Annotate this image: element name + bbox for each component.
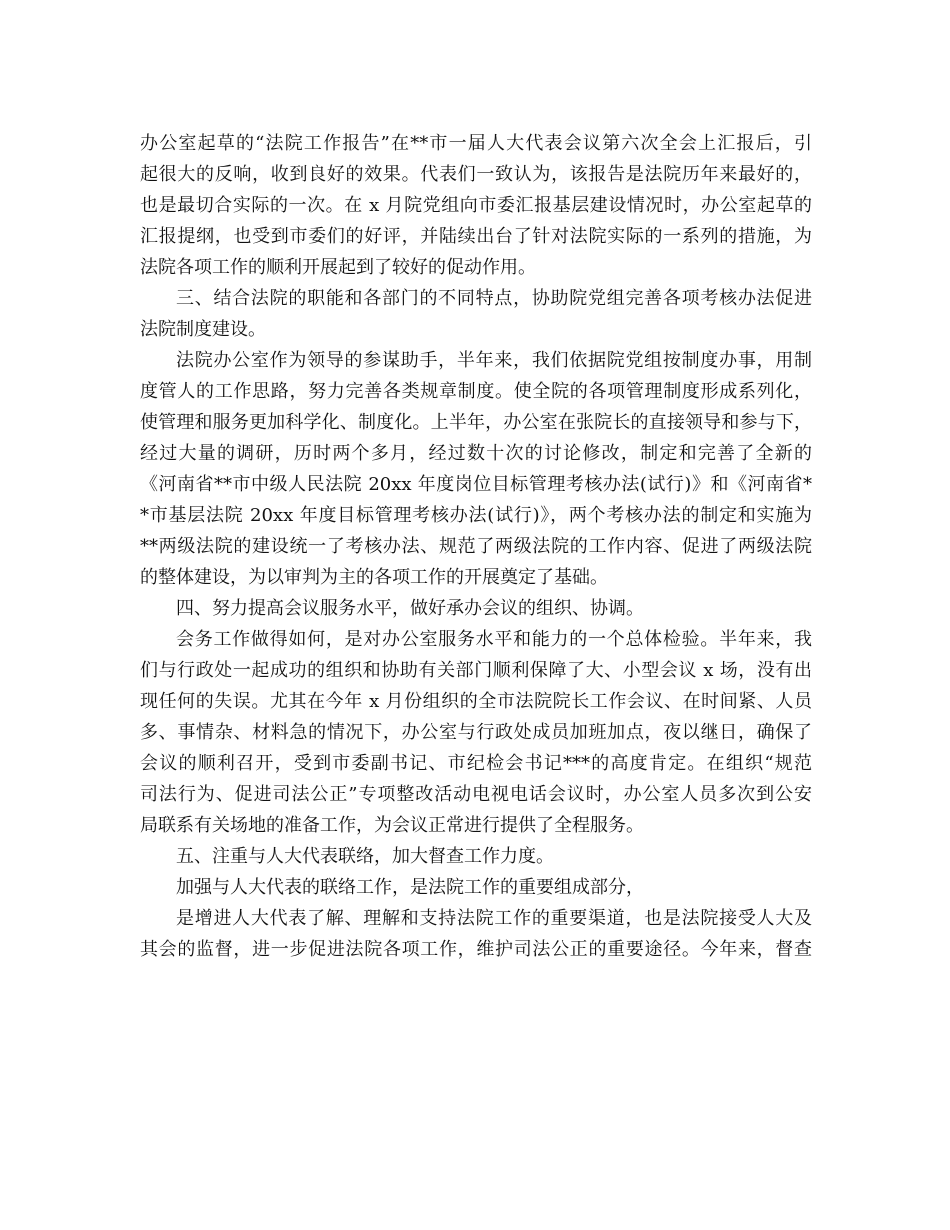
text-line: 的整体建设，为以审判为主的各项工作的开展奠定了基础。 bbox=[140, 567, 608, 588]
text-line: 起很大的反响，收到良好的效果。代表们一致认为，该报告是法院历年来最好的， bbox=[140, 164, 812, 185]
text-line: 们与行政处一起成功的组织和协助有关部门顺利保障了大、小型会议 x 场，没有出 bbox=[140, 660, 812, 681]
text-line: 司法行为、促进司法公正”专项整改活动电视电话会议时，办公室人员多次到公安 bbox=[140, 784, 812, 805]
text-line: 法院各项工作的顺利开展起到了较好的促动作用。 bbox=[140, 257, 536, 278]
section-heading-line: 法院制度建设。 bbox=[140, 319, 266, 340]
section-heading-line: 五、注重与人大代表联络，加大督查工作力度。 bbox=[176, 846, 554, 867]
text-line: *市基层法院 20xx 年度目标管理考核办法(试行)》，两个考核办法的制定和实施为 bbox=[140, 505, 812, 526]
text-line: 汇报提纲，也受到市委们的好评，并陆续出台了针对法院实际的一系列的措施，为 bbox=[140, 226, 812, 247]
text-line: 会务工作做得如何，是对办公室服务水平和能力的一个总体检验。半年来，我 bbox=[176, 629, 812, 650]
text-line: 是增进人大代表了解、理解和支持法院工作的重要渠道，也是法院接受人大及 bbox=[176, 908, 812, 929]
text-line: 会议的顺利召开，受到市委副书记、市纪检会书记***的高度肯定。在组织“规范 bbox=[140, 753, 812, 774]
text-line: 度管人的工作思路，努力完善各类规章制度。使全院的各项管理制度形成系列化， bbox=[140, 381, 812, 402]
text-line: 现任何的失误。尤其在今年 x 月份组织的全市法院院长工作会议、在时间紧、人员 bbox=[140, 691, 812, 712]
text-line: 加强与人大代表的联络工作，是法院工作的重要组成部分， bbox=[176, 877, 644, 898]
text-line: 也是最切合实际的一次。在 x 月院党组向市委汇报基层建设情况时，办公室起草的 bbox=[140, 195, 812, 216]
text-line: 法院办公室作为领导的参谋助手，半年来，我们依据院党组按制度办事，用制 bbox=[176, 350, 812, 371]
text-line: 办公室起草的“法院工作报告”在**市一届人大代表会议第六次全会上汇报后，引 bbox=[140, 133, 812, 154]
text-line: 经过大量的调研，历时两个多月，经过数十次的讨论修改，制定和完善了全新的 bbox=[140, 443, 812, 464]
section-heading-line: 四、努力提高会议服务水平，做好承办会议的组织、协调。 bbox=[176, 598, 644, 619]
text-line: **两级法院的建设统一了考核办法、规范了两级法院的工作内容、促进了两级法院 bbox=[140, 536, 812, 557]
text-line: 《河南省**市中级人民法院 20xx 年度岗位目标管理考核办法(试行)》和《河南省* bbox=[140, 474, 812, 495]
text-line: 多、事情杂、材料急的情况下，办公室与行政处成员加班加点，夜以继日，确保了 bbox=[140, 722, 812, 743]
text-line: 局联系有关场地的准备工作，为会议正常进行提供了全程服务。 bbox=[140, 815, 644, 836]
text-line: 其会的监督，进一步促进法院各项工作，维护司法公正的重要途径。今年来，督查 bbox=[140, 939, 812, 960]
text-line: 使管理和服务更加科学化、制度化。上半年，办公室在张院长的直接领导和参与下， bbox=[140, 412, 812, 433]
document-page bbox=[140, 128, 812, 965]
section-heading-line: 三、结合法院的职能和各部门的不同特点，协助院党组完善各项考核办法促进 bbox=[176, 288, 812, 309]
